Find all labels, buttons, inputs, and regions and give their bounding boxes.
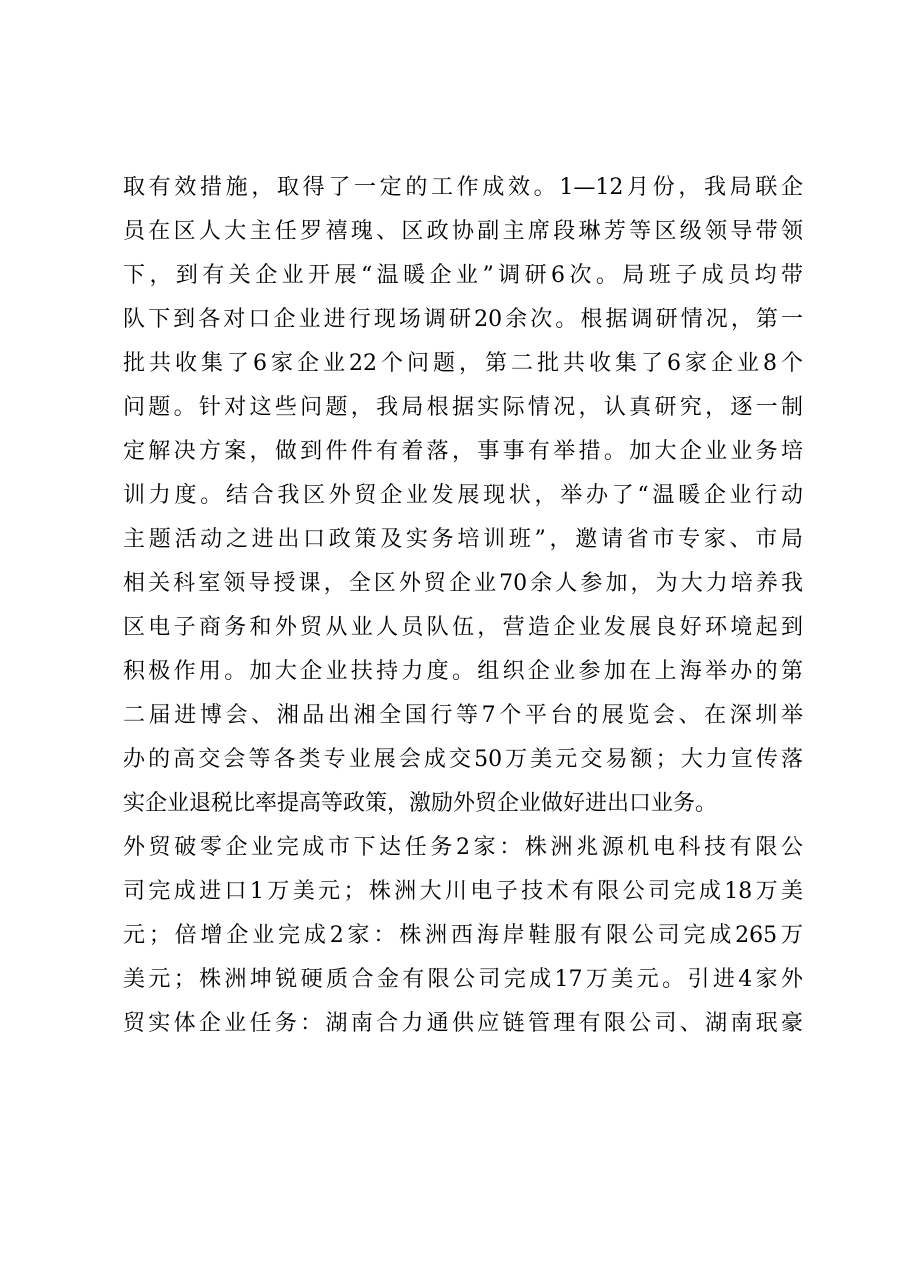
text-line-1: 取有效措施，取得了一定的工作成效。1—12月份，我局联企 <box>123 175 803 200</box>
text-line-11: 区电子商务和外贸从业人员队伍，营造企业发展良好环境起到 <box>123 615 803 640</box>
text-line-2: 员在区人大主任罗禧瑰、区政协副主席段琳芳等区级领导带领 <box>123 219 803 244</box>
text-line-20: 贸实体企业任务：湖南合力通供应链管理有限公司、湖南珉豪 <box>123 1011 803 1036</box>
text-line-7: 定解决方案，做到件件有着落，事事有举措。加大企业业务培 <box>123 439 803 464</box>
text-line-14: 办的高交会等各类专业展会成交50万美元交易额；大力宣传落 <box>123 747 803 772</box>
text-line-17: 司完成进口1万美元；株洲大川电子技术有限公司完成18万美 <box>123 879 803 904</box>
text-line-16: 外贸破零企业完成市下达任务2家：株洲兆源机电科技有限公 <box>123 835 803 860</box>
text-line-6: 问题。针对这些问题，我局根据实际情况，认真研究，逐一制 <box>123 395 803 420</box>
text-line-19: 美元；株洲坤锐硬质合金有限公司完成17万美元。引进4家外 <box>123 967 803 992</box>
text-line-15: 实企业退税比率提高等政策，激励外贸企业做好进出口业务。 <box>123 791 718 816</box>
text-line-18: 元；倍增企业完成2家：株洲西海岸鞋服有限公司完成265万 <box>123 923 803 948</box>
text-line-3: 下，到有关企业开展“温暖企业”调研6次。局班子成员均带 <box>123 263 803 288</box>
text-line-9: 主题活动之进出口政策及实务培训班”，邀请省市专家、市局 <box>123 527 803 552</box>
text-line-8: 训力度。结合我区外贸企业发展现状，举办了“温暖企业行动 <box>123 483 803 508</box>
text-line-10: 相关科室领导授课，全区外贸企业70余人参加，为大力培养我 <box>123 571 803 596</box>
text-line-4: 队下到各对口企业进行现场调研20余次。根据调研情况，第一 <box>123 307 803 332</box>
text-line-5: 批共收集了6家企业22个问题，第二批共收集了6家企业8个 <box>123 351 803 376</box>
text-line-13: 二届进博会、湘品出湘全国行等7个平台的展览会、在深圳举 <box>123 703 803 728</box>
text-line-12: 积极作用。加大企业扶持力度。组织企业参加在上海举办的第 <box>123 659 803 684</box>
